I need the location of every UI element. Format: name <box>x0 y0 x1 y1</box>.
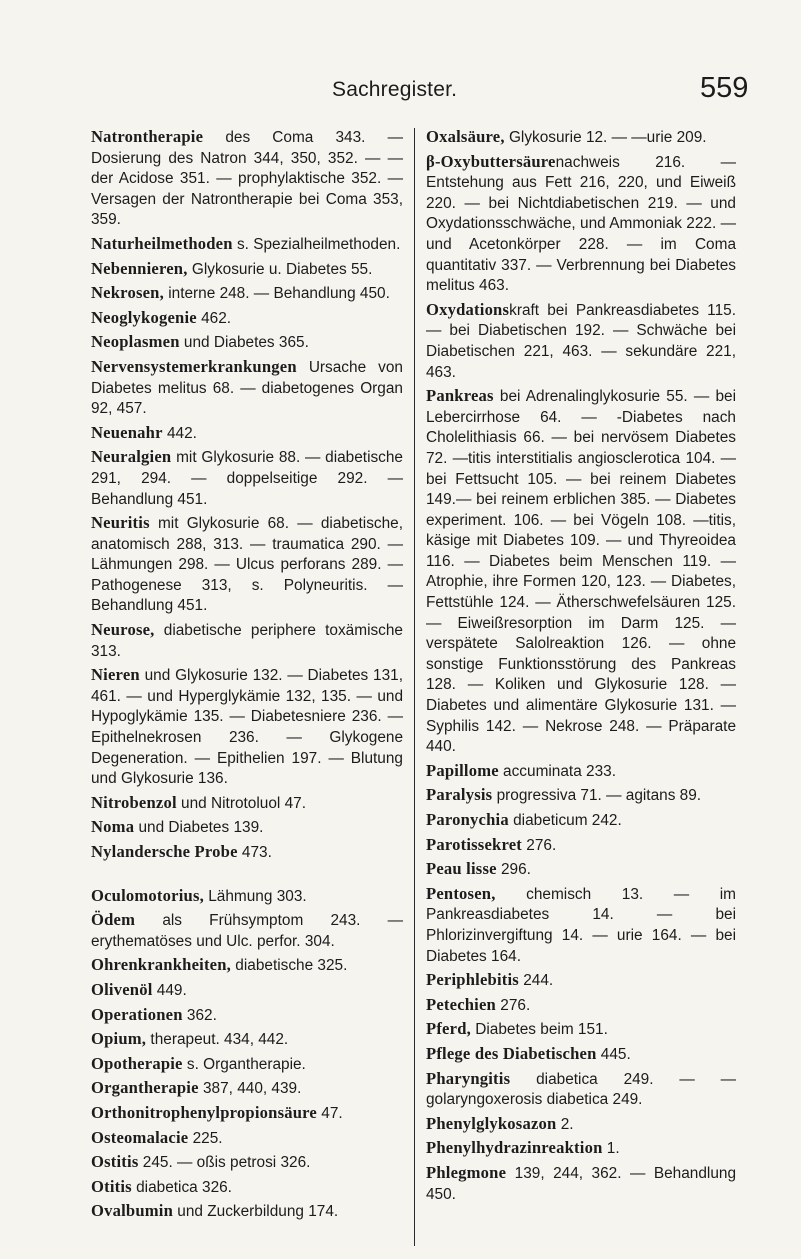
running-title: Sachregister. <box>332 78 458 101</box>
index-entry <box>91 910 403 952</box>
index-entry <box>91 513 403 617</box>
index-entry <box>91 332 403 354</box>
index-entry-text: 225. <box>188 1129 223 1147</box>
index-entry-text: chemisch 13. — im Pankreasdiabetes 14. — bei Phlorizinvergiftung 14. — urie 164. — bei Diabetes 164. <box>426 885 736 965</box>
index-entry <box>426 1114 736 1136</box>
index-entry-text: 47. <box>316 1104 343 1122</box>
index-entry <box>91 423 403 445</box>
index-entry <box>91 127 403 231</box>
index-entry-heading: Ostitis <box>91 1152 139 1172</box>
index-entry-heading: Nekrosen, <box>91 283 164 303</box>
index-entry-heading: Oxalsäure, <box>426 127 505 146</box>
index-entry-heading: Neuralgien <box>91 447 172 467</box>
index-entry <box>91 1005 403 1027</box>
index-entry <box>426 386 736 758</box>
index-entry-text: Ursache von Diabetes melitus 68. — diabetogenes Organ 92, 457. <box>91 358 403 418</box>
index-entry-text: als Frühsymptom 243. — erythematöses und Ulc. perfor. 304. <box>91 912 403 950</box>
index-entry-heading: Nieren <box>91 665 140 685</box>
index-entry <box>426 761 736 783</box>
index-entry <box>91 1029 403 1051</box>
index-entry <box>91 357 403 420</box>
index-entry <box>426 1019 736 1041</box>
index-entry-heading: Pharyngitis <box>426 1068 511 1088</box>
index-entry-text: 445. <box>596 1045 631 1063</box>
page-header <box>0 72 801 112</box>
index-entry-text: diabetische periphere toxämische 313. <box>91 622 403 660</box>
index-entry-heading: Nitrobenzol <box>91 792 177 812</box>
index-entry-text: 296. <box>496 861 531 879</box>
index-entry-text: interne 248. — Behandlung 450. <box>163 285 390 303</box>
index-entry-heading: Ödem <box>91 910 136 930</box>
column-divider <box>414 128 415 1246</box>
index-entry-text: des Coma 343. — Dosierung des Natron 344, 350, 352. — — der Acidose 351. — prophylaktische 352. — Versagen der Natrontherapie bei Coma 353, 359. <box>91 129 403 229</box>
index-entry-text: Glykosurie u. Diabetes 55. <box>187 260 373 278</box>
index-entry-text: und Zuckerbildung 174. <box>173 1203 339 1221</box>
index-entry-text: Diabetes beim 151. <box>470 1021 608 1039</box>
index-entry-heading: Pferd, <box>426 1019 471 1039</box>
index-entry <box>91 234 403 256</box>
index-entry-heading: Phenylhydrazinreaktion <box>426 1138 603 1158</box>
index-entry-text: 462. <box>196 309 232 327</box>
index-entry <box>91 1078 403 1100</box>
index-entry-text: 362. <box>182 1006 217 1024</box>
index-entry-text: und Nitrotoluol 47. <box>176 794 306 812</box>
index-entry <box>426 995 736 1017</box>
index-entry-text: therapeut. 434, 442. <box>146 1031 289 1049</box>
index-entry-heading: Phlegmone <box>426 1162 507 1182</box>
index-entry-text: 245. — oßis petrosi 326. <box>138 1154 311 1172</box>
index-column-left <box>91 127 403 1226</box>
index-entry <box>426 1138 736 1160</box>
index-entry <box>426 785 736 807</box>
index-entry-heading: Paralysis <box>426 785 493 805</box>
index-entry <box>91 980 403 1002</box>
index-entry <box>91 886 403 908</box>
index-entry <box>91 447 403 510</box>
index-entry-text: bei Adrenalinglykosurie 55. — bei Lebercirrhose 64. — -Diabetes nach Cholelithiasis 66. — bei nervösem Diabetes 72. —titis interstitialis angiosclerotica 104. — bei Fettsucht 105. — bei reinem Diabetes 149.— bei reinem erblichen 385. — Diabetes experiment. 106. — bei Vögeln 108. —titis, käsige mit Diabetes 109. — und Thyreoidea 116. — Diabetes beim Menschen 119. — Atrophie, ihre Formen 120, 123. — Diabetes, Fettstühle 124. — Ätherschwefelsäuren 125. — Eiweißresorption im Darm 125. — verspätete Salolreaktion 126. — ohne sonstige Funktionsstörung des Pankreas 128. — Koliken und Glykosurie 128. — Diabetes und alimentäre Glykosurie 131. — Syphilis 142. — Nekrose 248. — Präparate 440. <box>426 388 736 756</box>
index-entry-text: Lähmung 303. <box>203 887 307 905</box>
index-entry-heading: Ovalbumin <box>91 1201 174 1221</box>
index-entry-heading: Petechien <box>426 994 496 1014</box>
index-entry-text: 276. <box>522 836 557 854</box>
index-entry <box>426 1069 736 1111</box>
index-entry-heading: Pankreas <box>426 386 494 406</box>
index-entry-heading: Neoplasmen <box>91 332 180 352</box>
index-entry-heading: Otitis <box>91 1176 132 1196</box>
index-entry-text: 139, 244, 362. — Behandlung 450. <box>426 1164 736 1203</box>
index-entry-heading: Paronychia <box>426 810 509 829</box>
index-entry-heading: Nylandersche Probe <box>91 842 238 861</box>
index-entry <box>426 1044 736 1066</box>
index-entry-text: 449. <box>152 981 187 999</box>
index-entry-heading: Osteomalacie <box>91 1127 189 1147</box>
index-entry <box>91 665 403 790</box>
index-entry <box>426 1163 736 1205</box>
index-entry-heading: Naturheilmethoden <box>91 233 233 253</box>
index-entry-text: mit Glykosurie 88. — diabetische 291, 294. — doppelseitige 292. — Behandlung 451. <box>91 449 403 508</box>
index-entry <box>91 1054 403 1076</box>
index-entry-heading: Operationen <box>91 1004 183 1024</box>
index-entry-heading: Neurose, <box>91 620 155 640</box>
index-entry-text: progressiva 71. — agitans 89. <box>492 787 702 805</box>
index-entry-heading: Natrontherapie <box>91 127 204 146</box>
index-entry-heading: Orthonitrophenylpropionsäure <box>91 1102 317 1122</box>
index-entry-text: diabetica 249. — —golaryngoxerosis diabetica 249. <box>426 1070 736 1109</box>
index-entry-heading: Neuenahr <box>91 422 163 442</box>
index-entry <box>91 817 403 839</box>
index-entry-text: 473. <box>237 844 272 861</box>
index-entry <box>91 955 403 977</box>
index-entry-text: 1. <box>602 1140 620 1158</box>
index-entry-heading: Periphlebitis <box>426 970 519 990</box>
index-entry-heading: Noma <box>91 817 135 837</box>
index-entry <box>91 1103 403 1125</box>
index-entry <box>91 1128 403 1150</box>
index-entry-text: 442. <box>162 424 197 442</box>
index-entry <box>91 842 403 864</box>
index-entry-text: mit Glykosurie 68. — diabetische, anatomisch 288, 313. — traumatica 290. — Lähmungen 298. — Ulcus perforans 289. — Pathogenese 313, s. Polyneuritis. — Behandlung 451. <box>91 515 403 615</box>
index-entry-heading: Olivenöl <box>91 979 153 999</box>
index-entry-text: 276. <box>496 996 531 1014</box>
index-entry-text: und Glykosurie 132. — Diabetes 131, 461. — und Hyperglykämie 132, 135. — und Hypoglykämie 135. — Diabetesniere 236. — Epithelnekrosen 236. — Glykogene Degeneration. — Epithelien 197. — Blutung und Glykosurie 136. <box>91 667 403 788</box>
index-entry-heading: Organtherapie <box>91 1078 199 1098</box>
index-entry <box>426 810 736 832</box>
index-entry-text: 244. <box>518 972 554 990</box>
index-entry-heading: Phenylglykosazon <box>426 1113 557 1133</box>
index-entry-heading: Oxydations <box>426 299 510 319</box>
index-entry-heading: Peau lisse <box>426 859 497 879</box>
index-entry <box>426 970 736 992</box>
index-entry-heading: Oculomotorius, <box>91 885 204 905</box>
index-entry <box>91 620 403 662</box>
index-column-right <box>426 127 736 1208</box>
index-entry-heading: Papillome <box>426 760 499 780</box>
index-entry-heading: Nebennieren, <box>91 258 188 278</box>
index-entry-heading: Neuritis <box>91 513 150 533</box>
index-entry-text: s. Organtherapie. <box>182 1055 306 1073</box>
index-entry <box>91 1152 403 1174</box>
index-entry <box>426 835 736 857</box>
index-entry-heading: Pentosen, <box>426 883 496 903</box>
index-entry-heading: Pflege des Diabetischen <box>426 1043 597 1063</box>
index-entry-heading: Opium, <box>91 1029 147 1049</box>
page-number: 559 <box>700 72 749 104</box>
index-entry-text: 387, 440, 439. <box>198 1080 302 1098</box>
index-entry-text: Glykosurie 12. — —urie 209. <box>504 129 707 146</box>
index-entry-text: diabeticum 242. <box>508 812 622 829</box>
index-entry-heading: Neoglykogenie <box>91 307 197 327</box>
index-entry <box>91 259 403 281</box>
index-entry-heading: β-Oxybuttersäure <box>426 151 556 171</box>
index-entry <box>426 152 736 297</box>
index-entry <box>426 884 736 967</box>
index-entry <box>91 1201 403 1223</box>
index-entry-heading: Nervensystemerkrankungen <box>91 356 297 376</box>
index-entry <box>426 300 736 383</box>
index-entry-text: und Diabetes 365. <box>179 334 309 352</box>
index-entry <box>426 127 736 149</box>
index-entry <box>91 1177 403 1199</box>
index-entry-text: accuminata 233. <box>498 762 616 780</box>
index-entry <box>91 283 403 305</box>
index-entry-text: und Diabetes 139. <box>134 819 264 837</box>
index-entry-text: kraft bei Pankreasdiabetes 115. — bei Diabetischen 192. — Schwäche bei Diabetischen 221, 463. — sekundäre 221, 463. <box>426 301 736 381</box>
index-entry-text: s. Spezialheilmethoden. <box>232 235 401 253</box>
index-entry <box>426 859 736 881</box>
index-entry-text: diabetica 326. <box>131 1178 232 1196</box>
index-entry-text: diabetische 325. <box>231 957 348 975</box>
index-entry-heading: Opotherapie <box>91 1053 183 1073</box>
index-entry-heading: Ohrenkrankheiten, <box>91 955 232 975</box>
index-entry <box>91 308 403 330</box>
index-entry-heading: Parotissekret <box>426 834 522 854</box>
index-entry-text: nachweis 216. — Entstehung aus Fett 216, 220, und Eiweiß 220. — bei Nichtdiabetischen 219. — und Oxydationsschwäche, und Ammoniak 222. — und Acetonkörper 228. — im Coma quantitativ 337. — Verbrennung bei Diabetes melitus 463. <box>426 153 736 295</box>
index-entry-text: 2. <box>556 1115 574 1133</box>
index-entry <box>91 793 403 815</box>
